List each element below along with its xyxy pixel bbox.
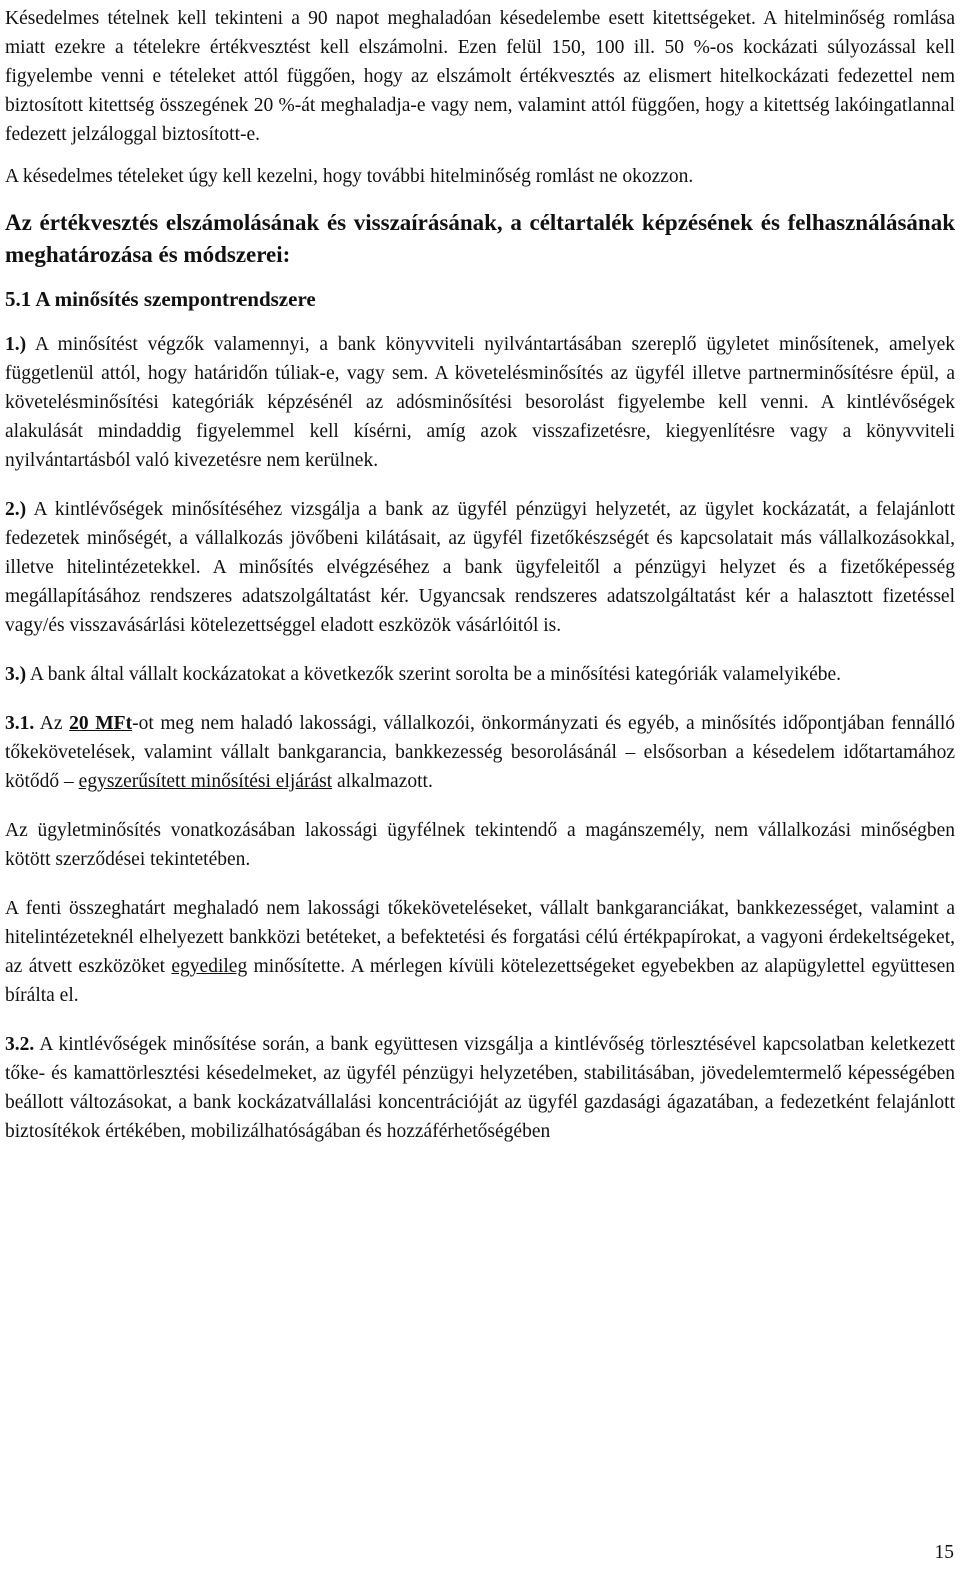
paragraph-item-3-1: [5, 709, 955, 796]
subsection-heading: 5.1 A minősítés szempontrendszere: [5, 287, 316, 311]
paragraph-kesedelmes-kezeles: A késedelmes tételeket úgy kell kezelni, hogy további hitelminőség romlást ne okozzon.: [5, 166, 694, 187]
paragraph-item-2: [5, 495, 955, 640]
paragraph-item-1: [5, 330, 955, 475]
item-text: Az: [34, 713, 70, 734]
document-page: [5, 4, 955, 1146]
paragraph-text: A fenti összeghatárt meghaladó nem lakossági tőkeköveteléseket, vállalt bankgaranciákat, bankkezességet, valamint a hitelintézeteknél elhelyezett bankközi betéteket, a befektetési és forgatási célú értékpapírokat, a vagyoni érdekeltségeket, az átvett eszközöket: [5, 898, 955, 977]
item-text: alkalmazott.: [332, 771, 433, 792]
underlined-term: egyszerűsített minősítési eljárást: [78, 771, 333, 792]
item-text: A minősítést végzők valamennyi, a bank könyvviteli nyilvántartásában szereplő ügyletet minősítenek, amelyek függetlenül attól, hogy határidőn túliak-e, vagy sem. A követelésminősítés az ügyfél illetve partnerminősítésre épül, a követelésminősítési kategóriák képzésénél az adósminősítési besorolást figyelembe kell venni. A kintlévőségek alakulását mindaddig figyelemmel kell kísérni, amíg azok visszafizetésre, kiegyenlítésre vagy a könyvviteli nyilvántartásból való kivezetésre nem kerülnek.: [5, 334, 955, 471]
page-number: 15: [934, 1542, 954, 1563]
item-number: 3.2.: [5, 1034, 35, 1055]
paragraph-kesedelmes-tetelek: Késedelmes tételnek kell tekinteni a 90 napot meghaladóan késedelembe esett kitettségeket. A hitelminőség romlása miatt ezekre a tételekre értékvesztést kell elszámolni. Ezen felül 150, 100 ill. 50 %-os kockázati súlyozással kell figyelembe venni e tételeket attól függően, hogy az elszámolt értékvesztés az elismert hitelkockázati fedezettel nem biztosított kitettség összegének 20 %-át meghaladja-e vagy nem, valamint attól függően, hogy a kitettség lakóingatlannal fedezett jelzáloggal biztosított-e.: [5, 8, 955, 145]
item-number: 1.): [5, 334, 27, 355]
paragraph-lakossagi-ugyfel: Az ügyletminősítés vonatkozásában lakossági ügyfélnek tekintendő a magánszemély, nem vállalkozási minőségben kötött szerződései tekintetében.: [5, 820, 955, 870]
paragraph-item-3: [5, 660, 955, 689]
item-number: 2.): [5, 499, 27, 520]
item-text: A kintlévőségek minősítése során, a bank együttesen vizsgálja a kintlévőség törlesztésével kapcsolatban keletkezett tőke- és kamattörlesztési késedelmeket, az ügyfél pénzügyi helyzetében, stabilitásában, jövedelemtermelő képességében beállott változásokat, a bank kockázatvállalási koncentrációját az ügyfél gazdasági ágazatában, a fedezetként felajánlott biztosítékok értékében, mobilizálhatóságában és hozzáférhetőségében: [5, 1034, 955, 1142]
section-heading: Az értékvesztés elszámolásának és visszaírásának, a céltartalék képzésének és felhasználásának meghatározása és módszerei:: [5, 210, 955, 267]
underlined-term: egyedileg: [171, 956, 248, 977]
item-text: -ot meg nem haladó lakossági, vállalkozói, önkormányzati és egyéb, a minősítés időpontjában fennálló tőkekövetelések, valamint vállalt bankgarancia, bankkezesség besorolásánál – elsősorban a késedelem időtartamához kötődő –: [5, 713, 956, 792]
amount-highlight: 20 MFt: [69, 713, 133, 734]
item-number: 3.1.: [5, 713, 35, 734]
item-number: 3.): [5, 664, 27, 685]
paragraph-item-3-2: [5, 1030, 955, 1146]
item-text: A kintlévőségek minősítéséhez vizsgálja a bank az ügyfél pénzügyi helyzetét, az ügylet kockázatát, a felajánlott fedezetek minőségét, a vállalkozás jövőbeni kilátásait, az ügyfél fizetőkészségét és kapcsolatait más vállalkozásokkal, illetve hitelintézetekkel. A minősítés elvégzéséhez a bank ügyfeleitől a pénzügyi helyzet és a fizetőképesség megállapításához rendszeres adatszolgáltatást kér. Ugyancsak rendszeres adatszolgáltatást kér a halasztott fizetéssel vagy/és visszavásárlási kötelezettséggel eladott eszközök vásárlóitól is.: [5, 499, 955, 636]
paragraph-egyedi-minosites: [5, 894, 955, 1010]
item-text: A bank által vállalt kockázatokat a következők szerint sorolta be a minősítési kategóriák valamelyikébe.: [26, 664, 842, 685]
paragraph-text: minősítette. A mérlegen kívüli kötelezettségeket egyebekben az alapügylettel együttesen bírálta el.: [5, 956, 955, 1006]
